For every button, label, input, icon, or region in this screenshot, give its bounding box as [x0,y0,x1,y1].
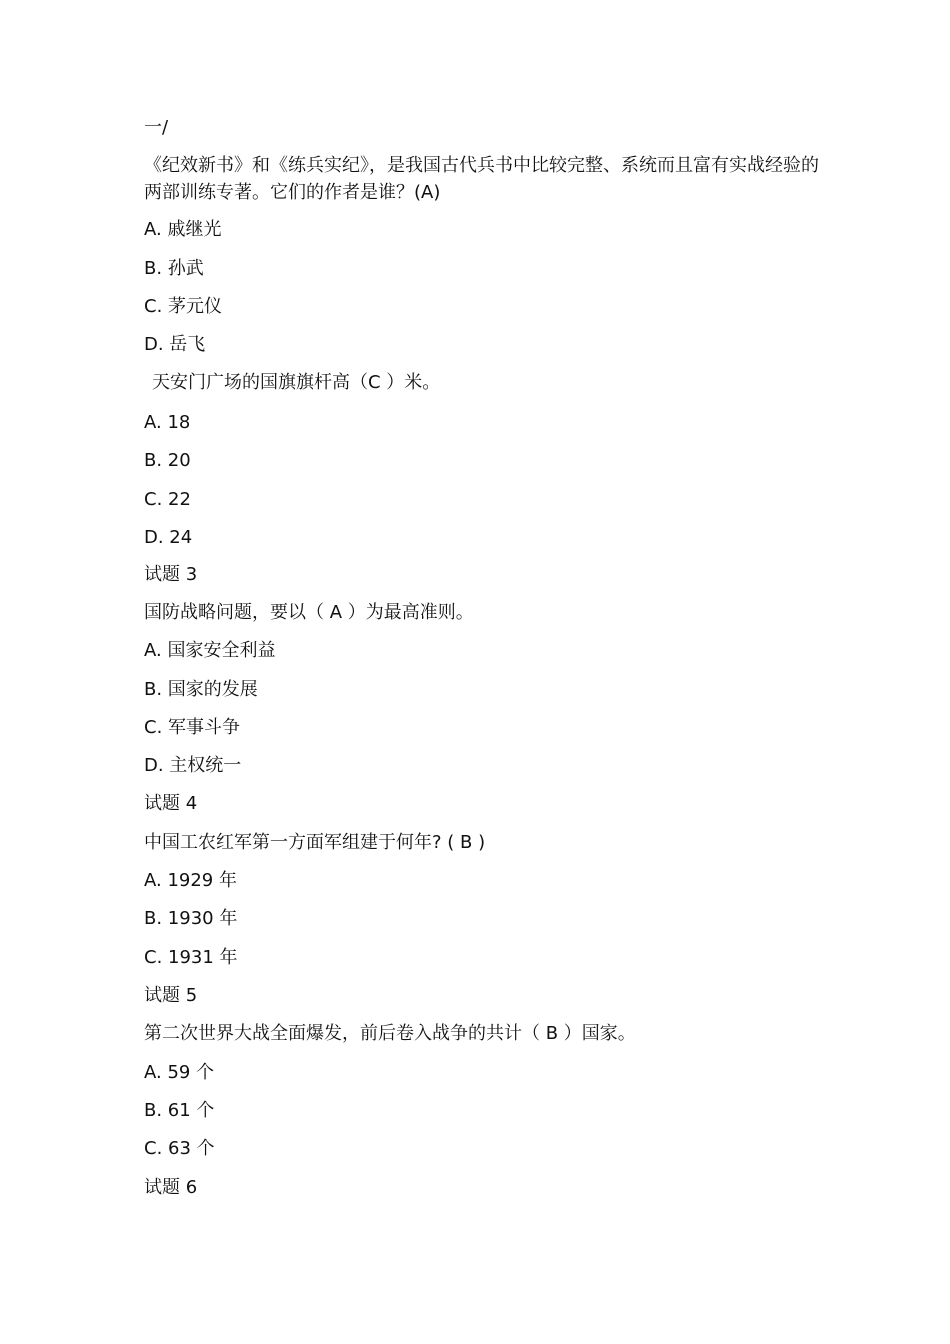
question-5-heading: 试题 5 [144,985,198,1006]
question-4-option-a: A. 1929 年 [144,870,237,891]
question-5-option-b: B. 61 个 [144,1100,215,1121]
question-1-option-c: C. 茅元仪 [144,296,223,317]
question-3-option-d: D. 主权统一 [144,755,242,776]
question-5-option-a: A. 59 个 [144,1062,215,1083]
question-3-option-c: C. 军事斗争 [144,717,241,738]
question-2-option-b: B. 20 [144,450,191,471]
question-2-option-d: D. 24 [144,527,193,548]
question-1-option-d: D. 岳飞 [144,334,206,355]
question-3-text: 国防战略问题，要以（ A ）为最高准则。 [144,602,474,623]
question-1-text: 《纪效新书》和《练兵实纪》，是我国古代兵书中比较完整、系统而且富有实战经验的两部训练专著。它们的作者是谁？(A) [144,155,819,203]
header-mark: 一/ [144,117,169,138]
question-3-heading: 试题 3 [144,564,198,585]
question-4-option-b: B. 1930 年 [144,908,238,929]
question-3-option-a: A. 国家安全利益 [144,640,276,661]
question-2-option-c: C. 22 [144,489,191,510]
question-6-heading: 试题 6 [144,1177,198,1198]
question-1-option-a: A. 戚继光 [144,219,222,240]
question-5-option-c: C. 63 个 [144,1138,215,1159]
question-2-text: 天安门广场的国旗旗杆高（C ）米。 [152,372,441,393]
question-2-option-a: A. 18 [144,412,191,433]
question-4-option-c: C. 1931 年 [144,947,238,968]
question-5-text: 第二次世界大战全面爆发，前后卷入战争的共计（ B ）国家。 [144,1023,636,1044]
question-4-heading: 试题 4 [144,793,198,814]
question-4-text: 中国工农红军第一方面军组建于何年? ( B ) [144,832,486,853]
question-3-option-b: B. 国家的发展 [144,679,258,700]
question-1-option-b: B. 孙武 [144,258,204,279]
